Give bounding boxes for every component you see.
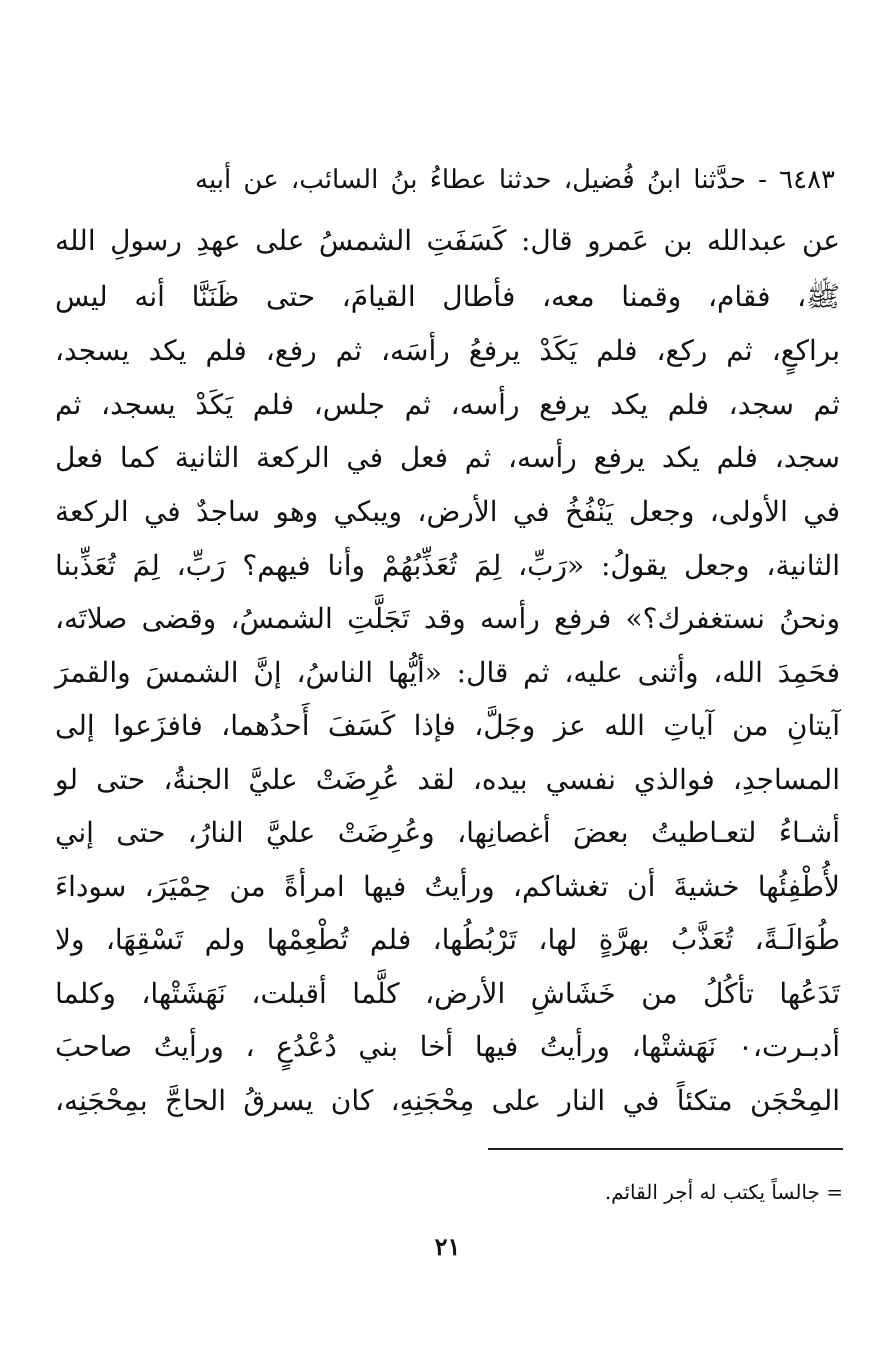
footnote-divider bbox=[488, 1148, 843, 1150]
text-line-11: آيتانِ من آياتِ الله عز وجَلَّ، فإذا كَسَفَ أَحدُهما، فافزَعوا إلى bbox=[55, 709, 840, 742]
text-line-16: تَدَعُها تأكُلُ من خَشَاشِ الأرض، كلَّما أقبلت، نَهَشَتْها، وكلما bbox=[55, 977, 840, 1010]
text-line-15: طُوَالَـةً، تُعَذَّبُ بهرَّةٍ لها، تَرْبُطُها، فلم تُطْعِمْها ولم تَسْقِهَا، ولا bbox=[55, 923, 840, 956]
footnote-text: = جالساً يكتب له أجر القائم. bbox=[604, 1180, 843, 1204]
hadith-heading-line: ٦٤٨٣ - حدَّثنا ابنُ فُضيل، حدثنا عطاءُ بنُ السائب، عن أبيه bbox=[195, 165, 835, 195]
text-line-6: سجد، فلم يكد يرفع رأسه، ثم فعل في الركعة الثانية كما فعل bbox=[55, 441, 840, 474]
text-line-13: أشـاءُ لتعـاطيتُ بعضَ أغصانِها، وعُرِضَتْ عليَّ النارُ، حتى إني bbox=[55, 816, 840, 849]
text-line-12: المساجدِ، فوالذي نفسي بيده، لقد عُرِضَتْ عليَّ الجنةُ، حتى لو bbox=[55, 763, 840, 796]
text-line-3: ﷺ، فقام، وقمنا معه، فأطال القيامَ، حتى ظَنَنَّا أنه ليس bbox=[55, 280, 840, 313]
text-line-4: براكعٍ، ثم ركع، فلم يَكَدْ يرفعُ رأسَه، ثم رفع، فلم يكد يسجد، bbox=[55, 334, 840, 367]
page-number: ٢١ bbox=[434, 1232, 461, 1261]
text-line-18: المِحْجَن متكئاً في النار على مِحْجَنِهِ، كان يسرقُ الحاجَّ بمِحْجَنِه، bbox=[55, 1084, 840, 1117]
text-line-5: ثم سجد، فلم يكد يرفع رأسه، ثم جلس، فلم يَكَدْ يسجد، ثم bbox=[55, 388, 840, 421]
text-line-7: في الأولى، وجعل يَنْفُخُ في الأرض، ويبكي وهو ساجدٌ في الركعة bbox=[55, 495, 840, 528]
text-line-2: عن عبدالله بن عَمرو قال: كَسَفَتِ الشمسُ على عهدِ رسولِ الله bbox=[55, 224, 840, 257]
text-line-14: لأُطْفِئُها خشيةَ أن تغشاكم، ورأيتُ فيها امرأةً من حِمْيَرَ، سوداءَ bbox=[55, 870, 840, 903]
text-line-8: الثانية، وجعل يقولُ: «رَبِّ، لِمَ تُعَذِّبُهُمْ وأنا فيهم؟ رَبِّ، لِمَ تُعَذِّبنا bbox=[55, 549, 840, 582]
text-line-10: فحَمِدَ الله، وأثنى عليه، ثم قال: «أيُّها الناسُ، إنَّ الشمسَ والقمرَ bbox=[55, 656, 840, 689]
text-line-17: أدبـرت،٠ نَهَشتْها، ورأيتُ فيها أخا بني دُعْدُعٍ ، ورأيتُ صاحبَ bbox=[55, 1030, 840, 1063]
text-line-9: ونحنُ نستغفرك؟» فرفع رأسه وقد تَجَلَّتِ الشمسُ، وقضى صلاتَه، bbox=[55, 602, 840, 635]
